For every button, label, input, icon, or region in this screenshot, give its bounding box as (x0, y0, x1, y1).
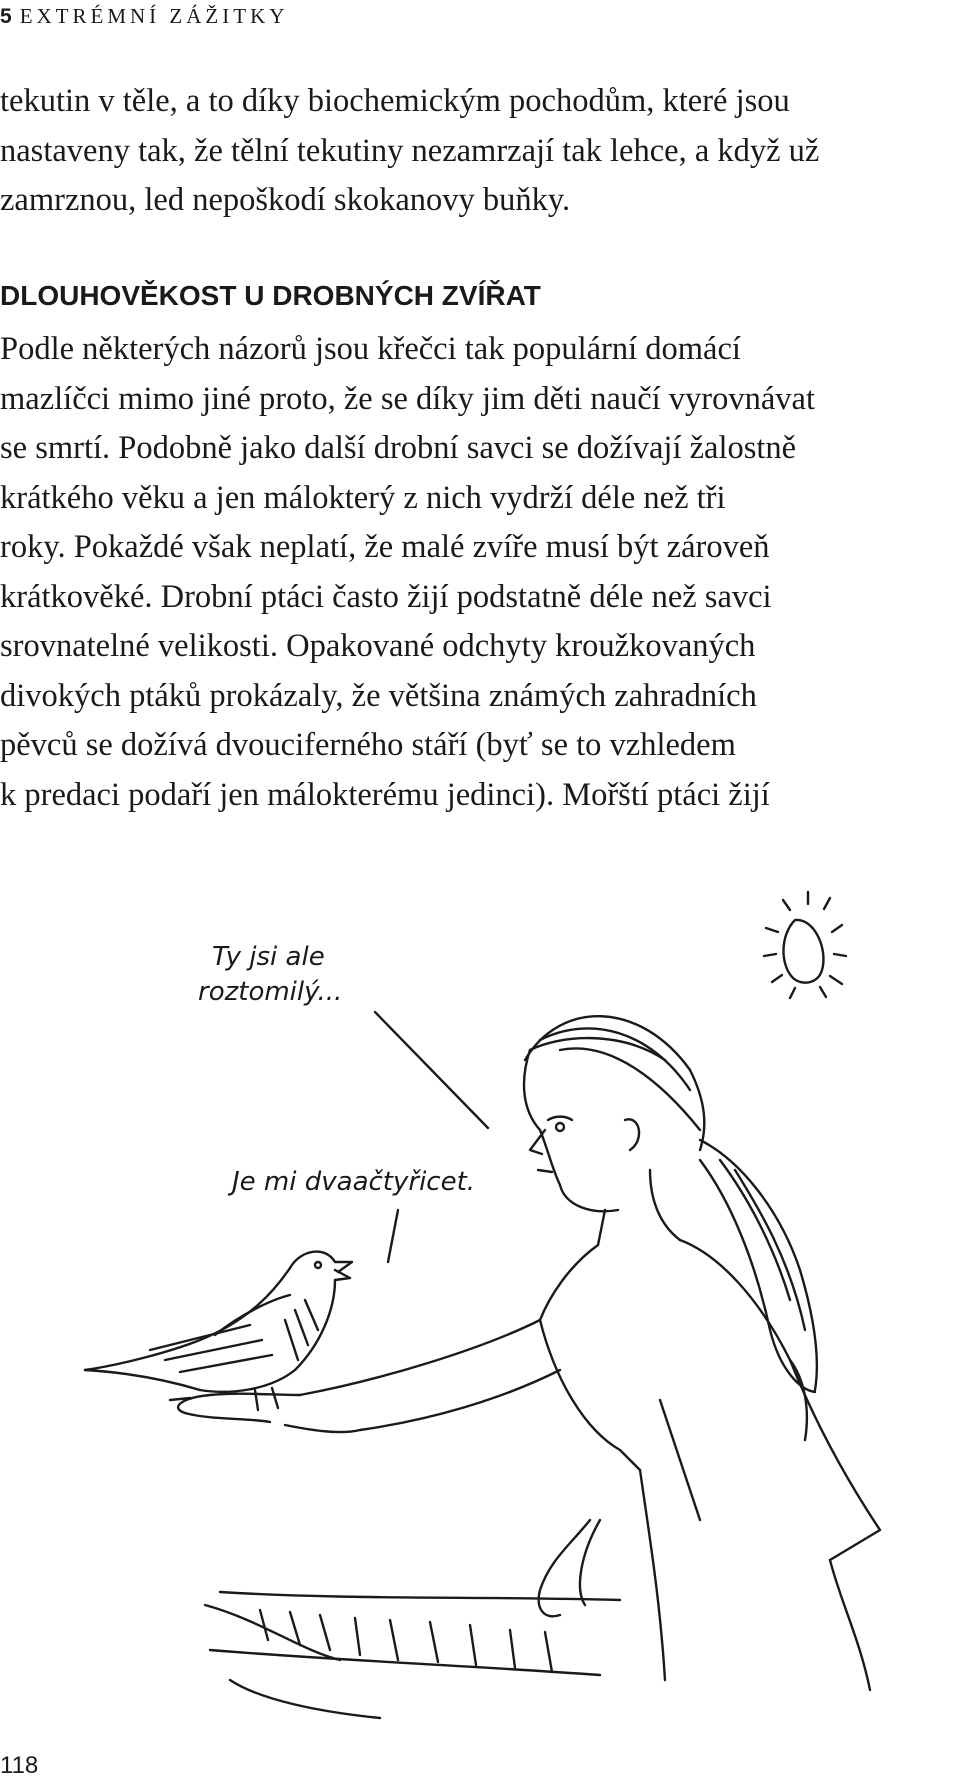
text-line: pěvců se dožívá dvouciferného stáří (byť se to vzhledem (0, 727, 736, 763)
text-line: nastaveny tak, že tělní tekutiny nezamrzají tak lehce, a když už (0, 132, 820, 169)
text-line: Podle některých názorů jsou křečci tak populární domácí (0, 331, 741, 367)
text-line: krátkého věku a jen málokterý z nich vydrží déle než tři (0, 479, 726, 516)
girl-figure (170, 1016, 880, 1690)
text-line: krátkověké. Drobní ptáci často žijí podstatně déle než savci (0, 578, 772, 615)
chapter-number: 5 (0, 5, 12, 28)
bird-figure (85, 1252, 352, 1410)
chapter-title: EXTRÉMNÍ ZÁŽITKY (19, 4, 289, 28)
speech-girl-line-2: roztomilý... (198, 977, 343, 1007)
text-line: se smrtí. Podobně jako další drobní savci se dožívají žalostně (0, 430, 797, 466)
text-line: mazlíčci mimo jiné proto, že se díky jim děti naučí vyrovnávat (0, 380, 815, 417)
speech-pointer-bird (388, 1210, 398, 1262)
text-line: srovnatelné velikosti. Opakované odchyty kroužkovaných (0, 628, 756, 664)
speech-girl-line-1: Ty jsi ale (212, 942, 325, 972)
text-line: divokých ptáků prokázaly, že většina známých zahradních (0, 677, 757, 714)
text-line: zamrznou, led nepoškodí skokanovy buňky. (0, 182, 571, 218)
speech-pointer-girl (375, 1012, 488, 1128)
paragraph-1 (0, 77, 940, 226)
illustration-girl-with-bird (0, 870, 960, 1720)
speech-bird: Je mi dvaačtyřicet. (232, 1167, 476, 1197)
paragraph-2 (0, 325, 940, 820)
text-line: roky. Pokaždé však neplatí, že malé zvíře musí být zároveň (0, 529, 770, 565)
ground-waterside (205, 1592, 620, 1718)
section-heading: DLOUHOVĚKOST U DROBNÝCH ZVÍŘAT (0, 280, 541, 311)
running-head (0, 4, 288, 29)
text-line: tekutin v těle, a to díky biochemickým pochodům, které jsou (0, 83, 790, 119)
sun-icon (764, 892, 846, 998)
text-line: k predaci podaří jen málokterému jedinci). Mořští ptáci žijí (0, 776, 770, 813)
page-number: 118 (0, 1752, 39, 1779)
